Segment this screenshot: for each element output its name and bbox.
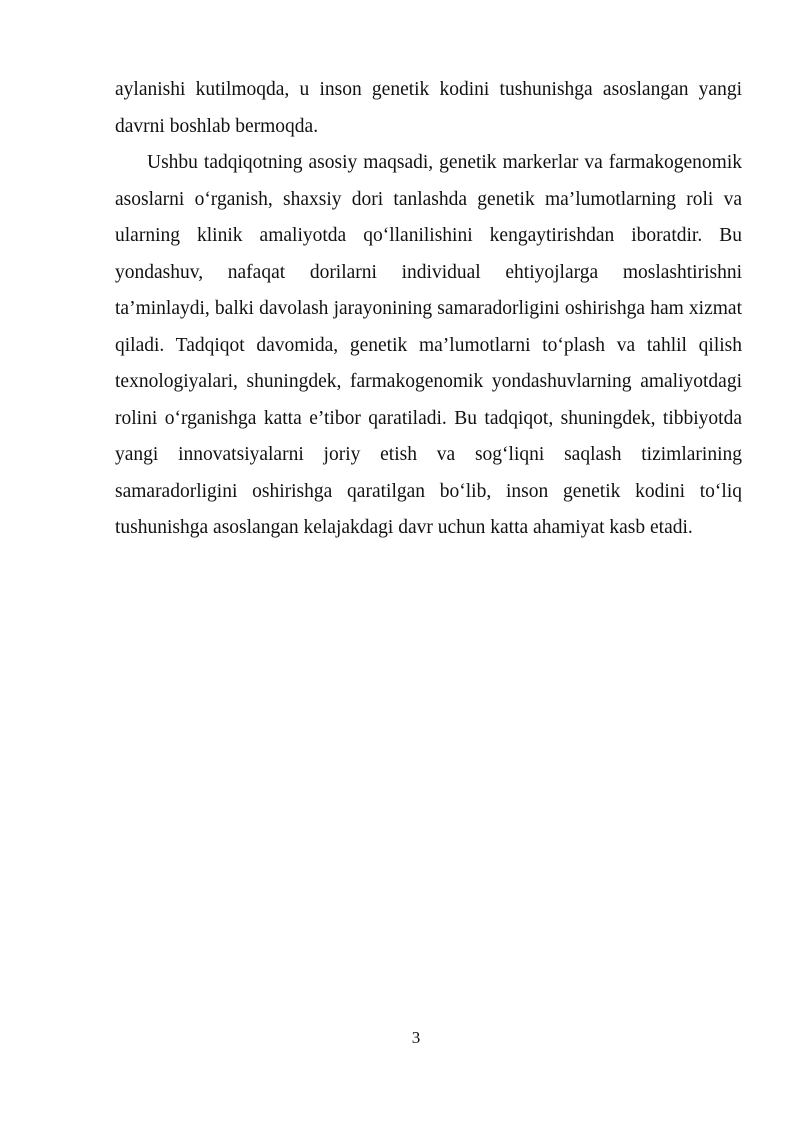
page-number: 3	[411, 1028, 421, 1047]
body-text	[115, 72, 742, 547]
paragraph-continuation: aylanishi kutilmoqda, u inson genetik kodini tushunishga asoslangan yangi davrni boshlab bermoqda.	[115, 79, 742, 137]
paragraph-research-aim: Ushbu tadqiqotning asosiy maqsadi, genetik markerlar va farmakogenomik asoslarni o‘rganish, shaxsiy dori tanlashda genetik ma’lumotlarning roli va ularning klinik amaliyotda qo‘llanilishini kengaytirishdan iboratdir. Bu yondashuv, nafaqat dorilarni individual ehtiyojlarga moslashtirishni ta’minlaydi, balki davolash jarayonining samaradorligini oshirishga ham xizmat qiladi. Tadqiqot davomida, genetik ma’lumotlarni to‘plash va tahlil qilish texnologiyalari, shuningdek, farmakogenomik yondashuvlarning amaliyotdagi rolini o‘rganishga katta e’tibor qaratiladi. Bu tadqiqot, shuningdek, tibbiyotda yangi innovatsiyalarni joriy etish va sog‘liqni saqlash tizimlarining samaradorligini oshirishga qaratilgan bo‘lib, inson genetik kodini to‘liq tushunishga asoslangan kelajakdagi davr uchun katta ahamiyat kasb etadi.	[115, 152, 742, 538]
